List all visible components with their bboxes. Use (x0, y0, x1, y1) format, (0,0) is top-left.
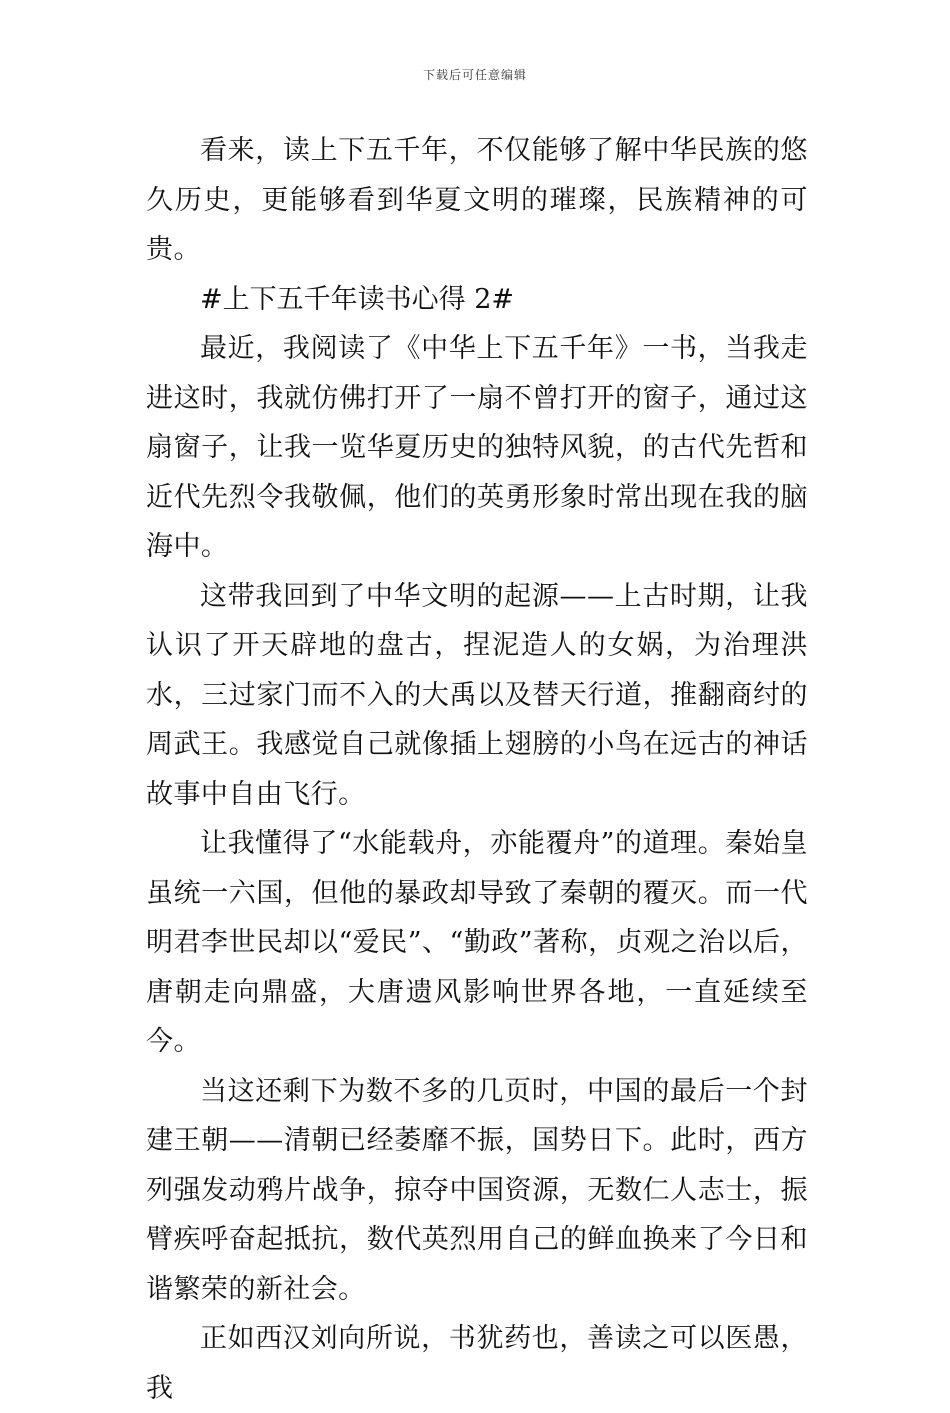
document-body (146, 126, 808, 1413)
paragraph: 正如西汉刘向所说，书犹药也，善读之可以医愚，我 (146, 1323, 808, 1404)
header-note: 下载后可任意编辑 (422, 68, 527, 82)
paragraph: 看来，读上下五千年，不仅能够了解中华民族的悠久历史，更能够看到华夏文明的璀璨，民族精神的可贵。 (146, 135, 808, 265)
paragraph: 让我懂得了“水能载舟，亦能覆舟”的道理。秦始皇虽统一六国，但他的暴政却导致了秦朝的覆灭。而一代明君李世民却以“爱民”、“勤政”著称，贞观之治以后，唐朝走向鼎盛，大唐遗风影响世界各地，一直延续至今。 (146, 828, 808, 1057)
paragraph: 这带我回到了中华文明的起源——上古时期，让我认识了开天辟地的盘古，捏泥造人的女娲，为治理洪水，三过家门而不入的大禹以及替天行道，推翻商纣的周武王。我感觉自己就像插上翅膀的小鸟在远古的神话故事中自由飞行。 (146, 580, 808, 810)
section-heading: #上下五千年读书心得 2# (200, 283, 515, 315)
paragraph: 当这还剩下为数不多的几页时，中国的最后一个封建王朝——清朝已经萎靡不振，国势日下。此时，西方列强发动鸦片战争，掠夺中国资源，无数仁人志士，振臂疾呼奋起抵抗，数代英烈用自己的鲜血换来了今日和谐繁荣的新社会。 (146, 1075, 808, 1305)
paragraph: 最近，我阅读了《中华上下五千年》一书，当我走进这时，我就仿佛打开了一扇不曾打开的窗子，通过这扇窗子，让我一览华夏历史的独特风貌，的古代先哲和近代先烈令我敬佩，他们的英勇形象时常出现在我的脑海中。 (146, 333, 808, 562)
